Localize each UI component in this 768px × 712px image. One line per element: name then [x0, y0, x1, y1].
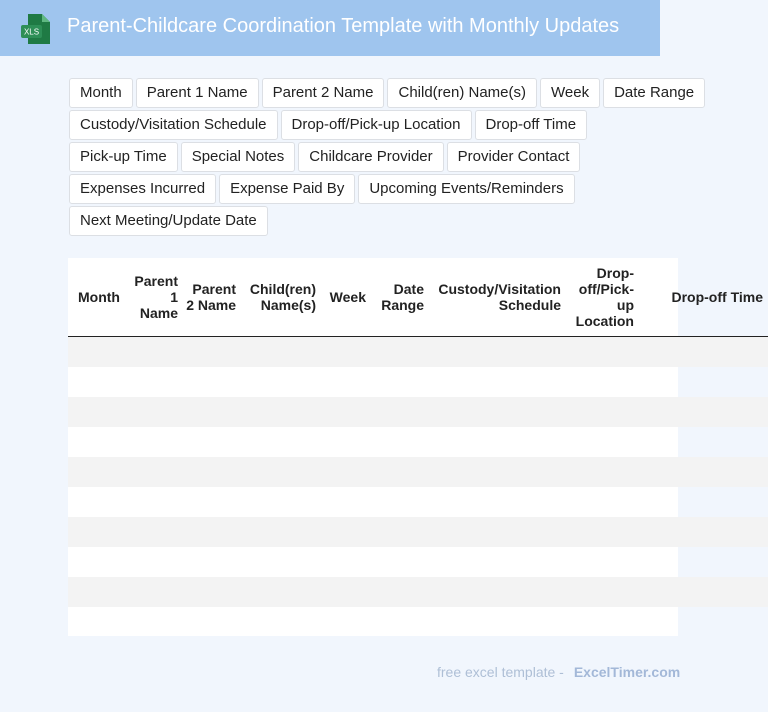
- table-cell[interactable]: [371, 397, 429, 427]
- field-chip[interactable]: Special Notes: [181, 142, 296, 172]
- field-chip[interactable]: Date Range: [603, 78, 705, 108]
- table-row: [68, 577, 768, 607]
- table-cell[interactable]: [566, 427, 639, 457]
- field-chip[interactable]: Week: [540, 78, 600, 108]
- field-chip[interactable]: Next Meeting/Update Date: [69, 206, 268, 236]
- table-cell[interactable]: [371, 487, 429, 517]
- field-chip[interactable]: Upcoming Events/Reminders: [358, 174, 574, 204]
- table-cell[interactable]: [241, 367, 321, 397]
- table-cell[interactable]: [241, 577, 321, 607]
- table-cell[interactable]: [371, 517, 429, 547]
- table-row: [68, 397, 768, 427]
- table-cell[interactable]: [241, 607, 321, 637]
- table-cell[interactable]: [241, 487, 321, 517]
- column-header[interactable]: Drop-off/Pick-up Location: [566, 258, 639, 337]
- table-cell[interactable]: [68, 397, 126, 427]
- table-row: [68, 427, 768, 457]
- table-cell[interactable]: [566, 487, 639, 517]
- table-cell[interactable]: [241, 457, 321, 487]
- table-cell[interactable]: [183, 517, 241, 547]
- column-header[interactable]: Date Range: [371, 258, 429, 337]
- field-chip[interactable]: Drop-off Time: [475, 110, 588, 140]
- table-cell[interactable]: [321, 427, 371, 457]
- table-cell[interactable]: [371, 547, 429, 577]
- table-cell[interactable]: [429, 547, 566, 577]
- table-cell[interactable]: [183, 487, 241, 517]
- field-chip[interactable]: Expenses Incurred: [69, 174, 216, 204]
- table-cell[interactable]: [639, 337, 768, 368]
- table-cell[interactable]: [183, 577, 241, 607]
- table-cell[interactable]: [241, 397, 321, 427]
- table-cell[interactable]: [126, 517, 183, 547]
- table-row: [68, 457, 768, 487]
- table-cell[interactable]: [639, 547, 768, 577]
- table-cell[interactable]: [321, 487, 371, 517]
- table-cell[interactable]: [639, 367, 768, 397]
- table-cell[interactable]: [566, 517, 639, 547]
- xls-icon-label: XLS: [23, 27, 40, 37]
- table-cell[interactable]: [126, 577, 183, 607]
- table-cell[interactable]: [68, 427, 126, 457]
- table-cell[interactable]: [639, 517, 768, 547]
- field-chip[interactable]: Month: [69, 78, 133, 108]
- field-chip[interactable]: Parent 1 Name: [136, 78, 259, 108]
- table-cell[interactable]: [371, 337, 429, 368]
- table-row: [68, 367, 768, 397]
- table-cell[interactable]: [639, 577, 768, 607]
- table-row: [68, 607, 768, 637]
- table-cell[interactable]: [183, 547, 241, 577]
- field-chip[interactable]: Provider Contact: [447, 142, 581, 172]
- table-cell[interactable]: [566, 397, 639, 427]
- column-header[interactable]: Drop-off Time: [639, 258, 768, 337]
- table-cell[interactable]: [183, 367, 241, 397]
- table-cell[interactable]: [429, 577, 566, 607]
- table-header-row: [68, 258, 768, 337]
- field-chip-row: [69, 78, 699, 108]
- table-cell[interactable]: [68, 577, 126, 607]
- table-cell[interactable]: [68, 487, 126, 517]
- table-cell[interactable]: [371, 367, 429, 397]
- footer-brand-link[interactable]: ExcelTimer.com: [573, 664, 681, 680]
- table-cell[interactable]: [429, 487, 566, 517]
- table-row: [68, 337, 768, 368]
- footer-text: free excel template -: [437, 664, 564, 680]
- table-cell[interactable]: [126, 607, 183, 637]
- field-chip[interactable]: Childcare Provider: [298, 142, 443, 172]
- table-cell[interactable]: [321, 337, 371, 368]
- table-cell[interactable]: [183, 427, 241, 457]
- title-bar: [0, 0, 660, 56]
- table-cell[interactable]: [126, 397, 183, 427]
- table-cell[interactable]: [126, 457, 183, 487]
- table-cell[interactable]: [321, 517, 371, 547]
- table-cell[interactable]: [241, 517, 321, 547]
- page-title: Parent-Childcare Coordination Template with Monthly Updates: [67, 15, 620, 37]
- field-chip-row: [69, 206, 699, 236]
- field-chip-row: [69, 174, 699, 204]
- table-cell[interactable]: [68, 517, 126, 547]
- table-cell[interactable]: [639, 607, 768, 637]
- table-cell[interactable]: [371, 427, 429, 457]
- excel-file-icon: [20, 13, 52, 45]
- table-row: [68, 547, 768, 577]
- table-cell[interactable]: [68, 367, 126, 397]
- table-cell[interactable]: [183, 337, 241, 368]
- table-cell[interactable]: [639, 397, 768, 427]
- table-cell[interactable]: [429, 427, 566, 457]
- table-cell[interactable]: [566, 547, 639, 577]
- table-cell[interactable]: [639, 487, 768, 517]
- data-table-container[interactable]: [68, 258, 763, 636]
- table-cell[interactable]: [241, 547, 321, 577]
- table-cell[interactable]: [126, 367, 183, 397]
- table-row: [68, 517, 768, 547]
- table-cell[interactable]: [429, 607, 566, 637]
- table-cell[interactable]: [566, 607, 639, 637]
- table-cell[interactable]: [241, 337, 321, 368]
- field-chip-row: [69, 110, 699, 140]
- column-header[interactable]: Parent 1 Name: [126, 258, 183, 337]
- table-cell[interactable]: [566, 577, 639, 607]
- field-chip[interactable]: Child(ren) Name(s): [387, 78, 537, 108]
- field-chip[interactable]: Expense Paid By: [219, 174, 355, 204]
- table-cell[interactable]: [241, 427, 321, 457]
- field-chip[interactable]: Pick-up Time: [69, 142, 178, 172]
- table-cell[interactable]: [639, 427, 768, 457]
- table-cell[interactable]: [68, 547, 126, 577]
- table-cell[interactable]: [68, 457, 126, 487]
- table-cell[interactable]: [429, 367, 566, 397]
- table-cell[interactable]: [126, 337, 183, 368]
- table-cell[interactable]: [321, 397, 371, 427]
- column-header[interactable]: Child(ren) Name(s): [241, 258, 321, 337]
- table-cell[interactable]: [68, 337, 126, 368]
- table-cell[interactable]: [126, 427, 183, 457]
- field-chip-row: [69, 142, 699, 172]
- table-cell[interactable]: [126, 547, 183, 577]
- table-cell[interactable]: [126, 487, 183, 517]
- column-header[interactable]: Month: [68, 258, 126, 337]
- table-cell[interactable]: [639, 457, 768, 487]
- table-cell[interactable]: [429, 337, 566, 368]
- table-cell[interactable]: [183, 457, 241, 487]
- data-table: [68, 258, 768, 637]
- table-cell[interactable]: [183, 397, 241, 427]
- table-cell[interactable]: [321, 367, 371, 397]
- table-cell[interactable]: [429, 457, 566, 487]
- footer: [437, 664, 680, 680]
- table-cell[interactable]: [429, 397, 566, 427]
- field-chip[interactable]: Drop-off/Pick-up Location: [281, 110, 472, 140]
- table-cell[interactable]: [371, 457, 429, 487]
- table-cell[interactable]: [429, 517, 566, 547]
- column-header[interactable]: Week: [321, 258, 371, 337]
- table-cell[interactable]: [371, 577, 429, 607]
- table-cell[interactable]: [321, 547, 371, 577]
- table-cell[interactable]: [321, 577, 371, 607]
- table-cell[interactable]: [566, 457, 639, 487]
- table-cell[interactable]: [183, 607, 241, 637]
- table-cell[interactable]: [321, 457, 371, 487]
- table-cell[interactable]: [566, 367, 639, 397]
- table-cell[interactable]: [566, 337, 639, 368]
- table-cell[interactable]: [68, 607, 126, 637]
- column-header[interactable]: Custody/Visitation Schedule: [429, 258, 566, 337]
- table-row: [68, 487, 768, 517]
- table-cell[interactable]: [371, 607, 429, 637]
- field-chip[interactable]: Parent 2 Name: [262, 78, 385, 108]
- field-chip[interactable]: Custody/Visitation Schedule: [69, 110, 278, 140]
- column-header[interactable]: Parent 2 Name: [183, 258, 241, 337]
- field-chip-list: [69, 78, 699, 238]
- table-cell[interactable]: [321, 607, 371, 637]
